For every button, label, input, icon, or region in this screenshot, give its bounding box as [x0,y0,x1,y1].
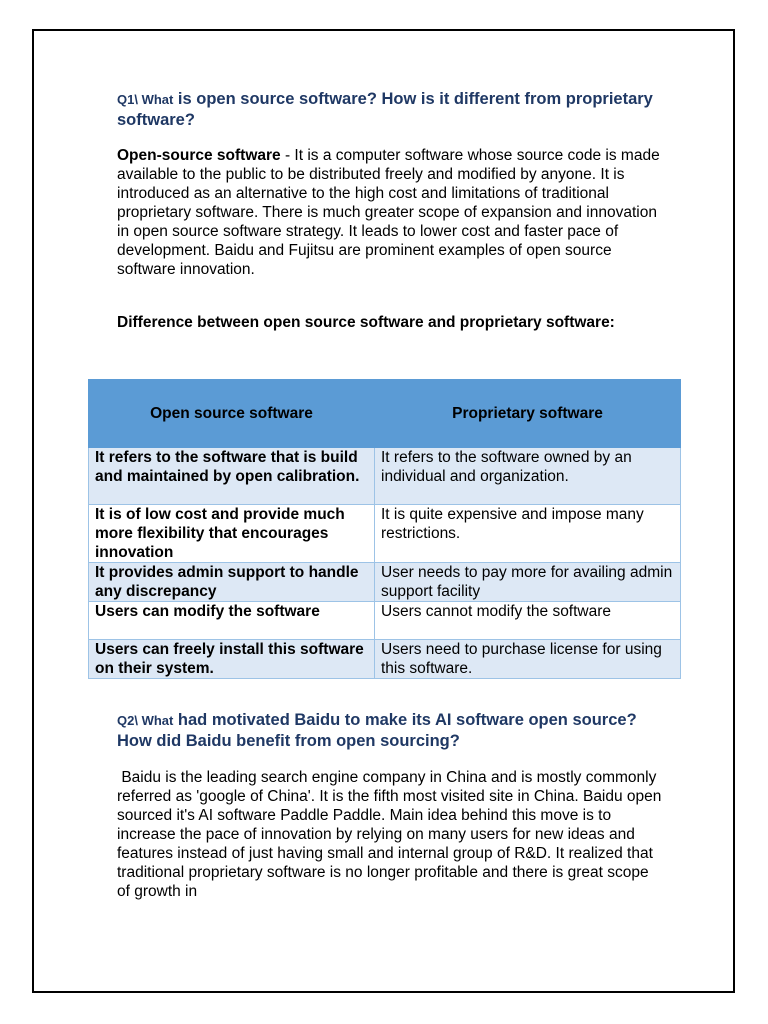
table-row [89,505,681,563]
proprietary-cell: Users need to purchase license for using this software. [375,640,681,679]
question-1-text: is open source software? How is it different from proprietary software? [117,90,653,129]
proprietary-cell: It refers to the software owned by an individual and organization. [375,448,681,505]
header-proprietary: Proprietary software [375,380,681,448]
proprietary-cell: It is quite expensive and impose many restrictions. [375,505,681,563]
open-source-cell: Users can freely install this software on their system. [89,640,375,679]
table-row [89,602,681,640]
open-source-cell: It refers to the software that is build and maintained by open calibration. [89,448,375,505]
proprietary-cell: Users cannot modify the software [375,602,681,640]
answer-2-paragraph: Baidu is the leading search engine company in China and is mostly commonly referred as 'google of China'. It is the fifth most visited site in China. Baidu open sourced it's AI software Paddle Paddle. Main idea behind this move is to increase the pace of innovation by relying on many users for new ideas and features instead of just having small and internal group of R&D. It realized that traditional proprietary software is no longer profitable and there is great scope of growth in [117,769,666,900]
header-open-source: Open source software [89,380,375,448]
question-2-heading [117,710,657,751]
open-source-cell: Users can modify the software [89,602,375,640]
difference-heading: Difference between open source software and proprietary software: [117,314,615,331]
question-1-number: Q1\ What [117,92,174,107]
table-row [89,640,681,679]
table-header-row [89,380,681,448]
definition-term: Open-source software [117,147,281,164]
proprietary-cell: User needs to pay more for availing admin support facility [375,563,681,602]
comparison-table [88,379,681,679]
open-source-cell: It provides admin support to handle any discrepancy [89,563,375,602]
question-2-text: had motivated Baidu to make its AI software open source? How did Baidu benefit from open sourcing? [117,711,637,750]
question-2-number: Q2\ What [117,713,174,728]
definition-body: - It is a computer software whose source code is made available to the public to be distributed freely and modified by anyone. It is introduced as an alternative to the high cost and limitations of traditional proprietary software. There is much greater scope of expansion and innovation in open source software strategy. It leads to lower cost and faster pace of development. Baidu and Fujitsu are prominent examples of open source software innovation. [117,147,660,278]
question-1-heading [117,89,657,130]
open-source-cell: It is of low cost and provide much more flexibility that encourages innovation [89,505,375,563]
table-row [89,448,681,505]
table-row [89,563,681,602]
definition-paragraph [117,146,662,279]
